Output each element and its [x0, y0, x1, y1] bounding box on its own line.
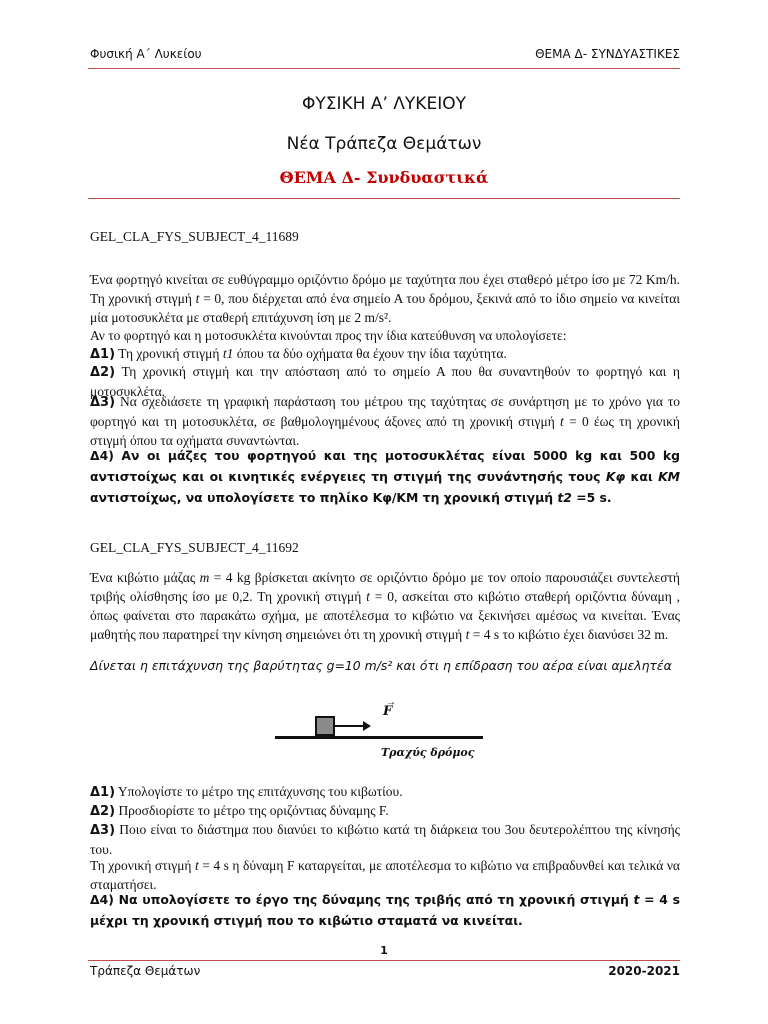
problem-2-stop: Τη χρονική στιγμή t = 4 s η δύναμη F καταργείται, με αποτέλεσμα το κιβώτιο να επιβραδυνθεί και τελικά να σταματήσει.: [90, 858, 681, 892]
force-label: F: [383, 704, 393, 719]
problem-2-d3: Δ3) Ποιο είναι το διάστημα που διανύει το κιβώτιο κατά τη διάρκεια του 3ου δευτερολέπτου της κίνησής του.: [90, 822, 680, 857]
force-arrowhead-icon: [363, 721, 371, 731]
problem-2-d2: Δ2) Προσδιορίστε το μέτρο της οριζόντιας δύναμης F.: [90, 803, 389, 819]
problem-1-d4: Δ4) Αν οι μάζες του φορτηγού και της μοτοσυκλέτας είναι 5000 kg και 500 kg αντιστοίχως και οι κινητικές ενέργειες τη στιγμή της συνάντησής τους Kφ και KM αντιστοίχως, να υπολογίσετε το πηλίκο Kφ/KΜ τη χρονική στιγμή t2 =5 s.: [90, 448, 680, 505]
problem-1-d3: Δ3) Να σχεδιάσετε τη γραφική παράσταση του μέτρου της ταχύτητας σε συνάρτηση με το χρόνο για το φορτηγό και τη μοτοσυκλέτα, σε βαθμολογημένους άξονες από τη χρονική στιγμή t = 0 έως τη χρονική στιγμή όπου τα οχήματα συναντώνται.: [90, 394, 680, 448]
box-on-road-figure: [275, 697, 495, 770]
footer-year: 2020-2021: [608, 964, 680, 978]
figure-caption: Τραχύς δρόμος: [381, 746, 475, 759]
force-arrow: [335, 725, 365, 727]
title-bank: Νέα Τράπεζα Θεμάτων: [286, 134, 482, 154]
problem-1-d2: Δ2) Τη χρονική στιγμή και την απόσταση από το σημείο Α που θα συναντηθούν το φορτηγό και η μοτοσυκλέτα.: [90, 364, 680, 399]
title-topic: ΘΕΜΑ Δ- Συνδυαστικά: [279, 168, 489, 187]
running-header: [90, 47, 680, 61]
footer-rule: [88, 960, 680, 961]
problem-2-given: Δίνεται η επιτάχυνση της βαρύτητας g=10 m/s² και ότι η επίδραση του αέρα είναι αμελητέα: [90, 658, 672, 673]
title-rule: [88, 198, 680, 199]
vector-arrow-icon: →: [386, 697, 396, 708]
problem-1-code: GEL_CLA_FYS_SUBJECT_4_11689: [90, 229, 299, 244]
header-rule: [88, 68, 680, 69]
header-left: Φυσική Α΄ Λυκείου: [90, 47, 202, 61]
problem-2-code: GEL_CLA_FYS_SUBJECT_4_11692: [90, 540, 299, 555]
problem-1-intro: Ένα φορτηγό κινείται σε ευθύγραμμο οριζόντιο δρόμο με ταχύτητα που έχει σταθερό μέτρο ίσο με 72 Km/h. Τη χρονική στιγμή t = 0, που διέρχεται από ένα σημείο Α του δρόμου, ξεκινά από το ίδιο σημείο να κινείται μία μοτοσυκλέτα με σταθερή επιτάχυνση ίση με 2 m/s².: [90, 272, 680, 325]
problem-2-intro: Ένα κιβώτιο μάζας m = 4 kg βρίσκεται ακίνητο σε οριζόντιο δρόμο με τον οποίο παρουσιάζει συντελεστή τριβής ολίσθησης ίσο με 0,2. Τη χρονική στιγμή t = 0, ασκείται στο κιβώτιο σταθερή οριζόντια δύναμη , όπως φαίνεται στο παρακάτω σχήμα, με αποτέλεσμα το κιβώτιο να ξεκινήσει αμέσως να κινείται. Ένας μαθητής που παρατηρεί την κίνηση σημειώνει ότι τη χρονική στιγμή t = 4 s το κιβώτιο έχει διανύσει 32 m.: [90, 570, 680, 642]
title-course: ΦΥΣΙΚΗ Α’ ΛΥΚΕΙΟΥ: [302, 94, 466, 114]
road-surface: [275, 736, 483, 739]
crate-block: [315, 716, 335, 736]
page-number: 1: [380, 944, 388, 957]
problem-2-d4: Δ4) Να υπολογίσετε το έργο της δύναμης της τριβής από τη χρονική στιγμή t = 4 s μέχρι τη χρονική στιγμή που το κιβώτιο σταματά να κινείται.: [90, 892, 680, 928]
problem-1-d1: Δ1) Τη χρονική στιγμή t1 όπου τα δύο οχήματα θα έχουν την ίδια ταχύτητα.: [90, 346, 507, 362]
header-right: ΘΕΜΑ Δ- ΣΥΝΔΥΑΣΤΙΚΕΣ: [535, 47, 680, 61]
problem-1-condition: Αν το φορτηγό και η μοτοσυκλέτα κινούνται προς την ίδια κατεύθυνση να υπολογίσετε:: [90, 328, 567, 343]
footer-left: Τράπεζα Θεμάτων: [90, 964, 201, 978]
running-footer: [90, 964, 680, 978]
problem-2-d1: Δ1) Υπολογίστε το μέτρο της επιτάχυνσης του κιβωτίου.: [90, 784, 403, 800]
